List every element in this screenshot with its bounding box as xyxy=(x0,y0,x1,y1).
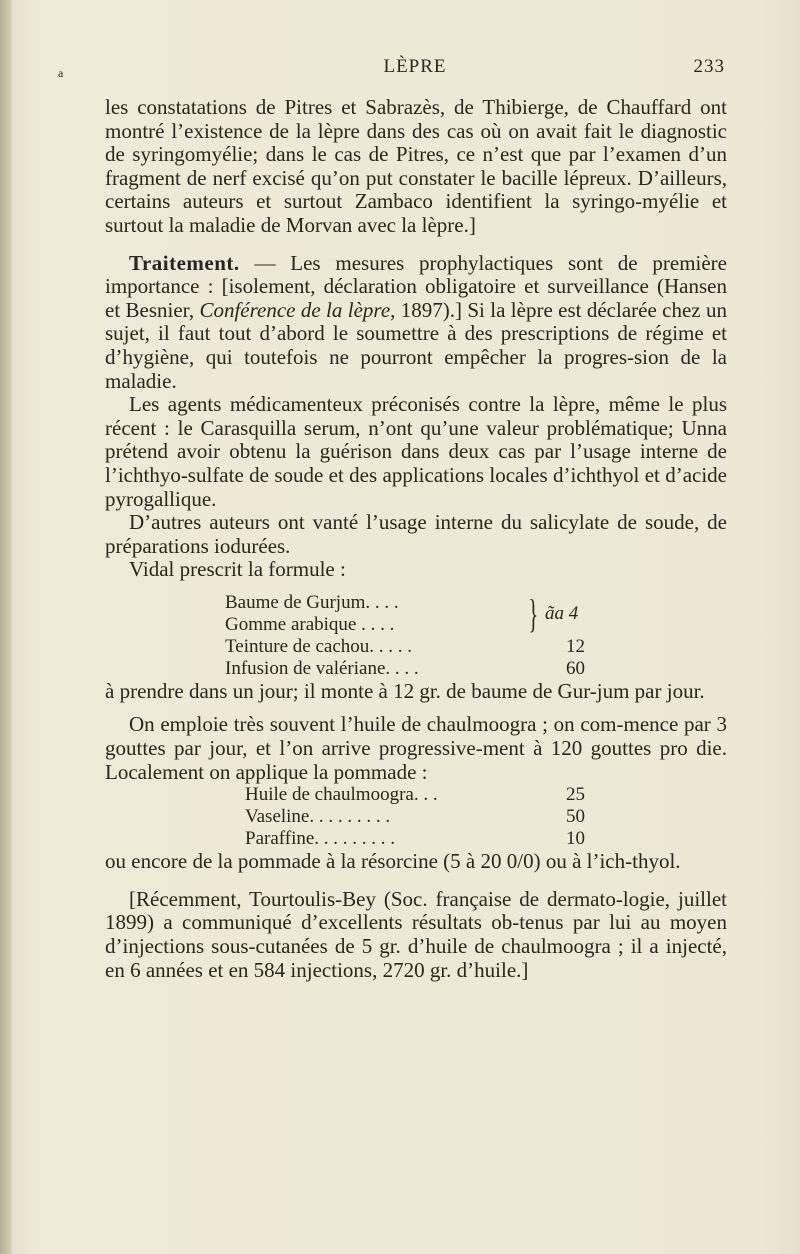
formula-row: Huile de chaulmoogra. . . 25 xyxy=(245,784,585,806)
header-title: LÈPRE xyxy=(383,56,447,77)
body-text xyxy=(105,96,727,982)
formula-row: Paraffine. . . . . . . . . 10 xyxy=(245,828,585,850)
paragraph-7: On emploie très souvent l’huile de chaulmoogra ; on com-mence par 3 gouttes par jour, et l’on arrive progressive-ment à 120 gouttes pro die. Localement on applique la pommade : xyxy=(105,712,727,784)
formula-item: Baume de Gurjum. . . . xyxy=(225,591,399,613)
paragraph-3: Les agents médicamenteux préconisés contre la lèpre, même le plus récent : le Carasquilla serum, n’ont qu’une valeur problématique; Unna prétend avoir obtenu la guérison dans deux cas par l’usage interne de l’ichthyo-sulfate de soude et des applications locales d’ichthyol et d’acide pyrogallique. xyxy=(105,392,727,511)
paragraph-5: Vidal prescrit la formule : xyxy=(129,557,346,582)
page-gutter xyxy=(0,0,12,1254)
formula-row: Teinture de cachou. . . . . 12 xyxy=(225,635,585,657)
formula-row: Infusion de valériane. . . . 60 xyxy=(225,657,585,679)
margin-mark: a xyxy=(58,66,64,80)
paragraph-8: ou encore de la pommade à la résorcine (5 à 20 0/0) ou à l’ich-thyol. xyxy=(105,849,681,874)
running-header xyxy=(105,56,725,82)
paragraph-6: à prendre dans un jour; il monte à 12 gr. de baume de Gur-jum par jour. xyxy=(105,678,705,703)
section-heading: Traitement. xyxy=(129,250,240,275)
citation-title: Conférence de la lèpre xyxy=(199,297,391,322)
formula-brace-value: ãa 4 xyxy=(545,602,579,624)
brace-glyph: } xyxy=(528,590,539,636)
paragraph-1: les constatations de Pitres et Sabrazès, de Thibierge, de Chauffard ont montré l’existence de la lèpre dans des cas où on avait fait le diagnostic de syringomyélie; dans le cas de Pitres, ce n’est que par l’examen d’un fragment de nerf excisé qu’on put constater le bacille lépreux. D’ailleurs, certains auteurs et surtout Zambaco identifient la syringo-myélie et surtout la maladie de Morvan avec la lèpre.] xyxy=(105,95,727,237)
formula-item: Gomme arabique . . . . xyxy=(225,613,395,635)
paragraph-9: [Récemment, Tourtoulis-Bey (Soc. française de dermato-logie, juillet 1899) a communiqué d’excellents résultats ob-tenus par lui au moyen d’injections sous-cutanées de 5 gr. d’huile de chaulmoogra ; il a injecté, en 6 années et en 584 injections, 2720 gr. d’huile.] xyxy=(105,886,727,982)
formula-brace-group xyxy=(225,592,727,636)
paragraph-4: D’autres auteurs ont vanté l’usage interne du salicylate de soude, de préparations iodurées. xyxy=(105,510,727,558)
formula-pommade xyxy=(245,784,727,850)
page-number: 233 xyxy=(693,56,725,77)
formula-vidal xyxy=(225,592,727,680)
formula-row: Vaseline. . . . . . . . . 50 xyxy=(245,806,585,828)
paragraph-traitement: Traitement. — Les mesures prophylactiques sont de première importance : [isolement, déclaration obligatoire et surveillance (Hansen et Besnier, Conférence de la lèpre, 1897).] Si la lèpre est déclarée chez un sujet, il faut tout d’abord le soumettre à des prescriptions de régime et d’hygiène, qui toutefois ne pourront empêcher la progres-sion de la maladie. xyxy=(105,250,727,393)
